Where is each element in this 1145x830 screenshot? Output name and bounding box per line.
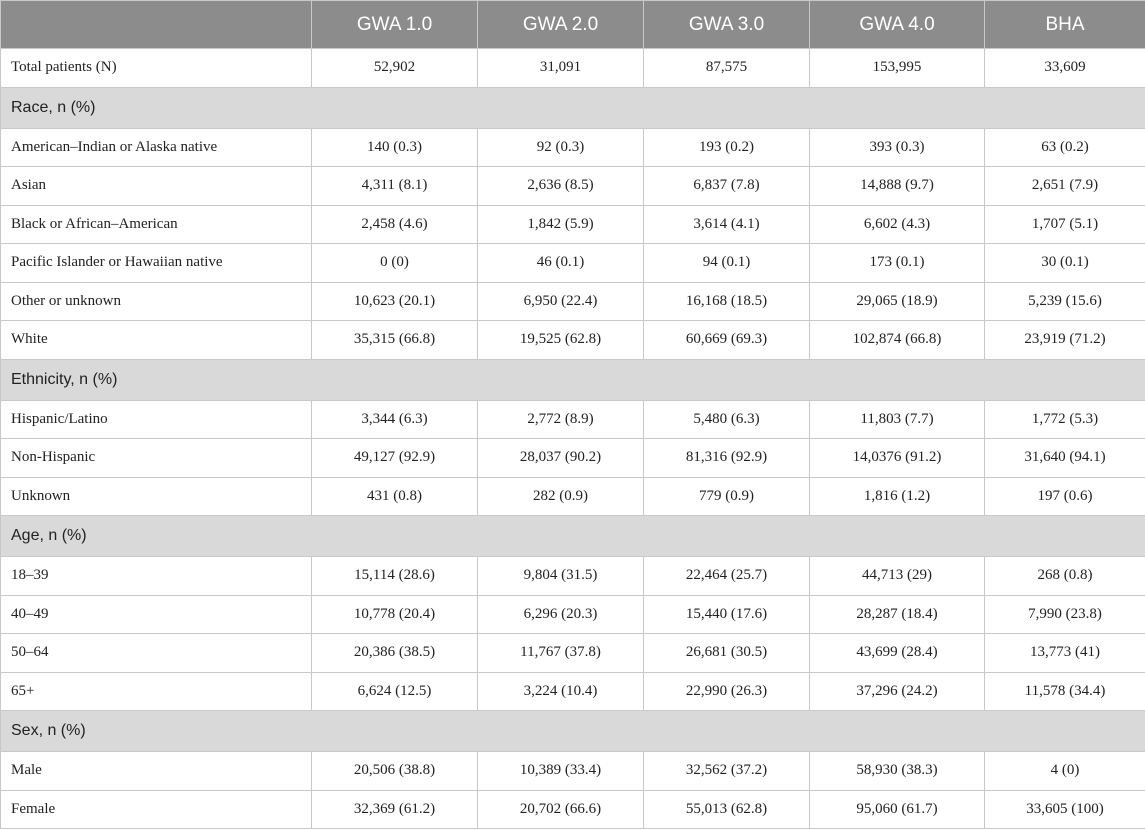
table-cell: 30 (0.1) — [985, 244, 1145, 283]
table-body — [1, 49, 1145, 829]
table-cell: 22,990 (26.3) — [644, 672, 810, 711]
row-label: Hispanic/Latino — [1, 400, 312, 439]
table-row — [1, 752, 1145, 791]
header-cell-label — [1, 1, 312, 49]
table-cell: 779 (0.9) — [644, 477, 810, 516]
table-cell: 15,114 (28.6) — [312, 557, 478, 596]
table-cell: 44,713 (29) — [810, 557, 985, 596]
table-cell: 1,707 (5.1) — [985, 205, 1145, 244]
table-cell: 6,602 (4.3) — [810, 205, 985, 244]
table-cell: 29,065 (18.9) — [810, 282, 985, 321]
row-label: Asian — [1, 167, 312, 206]
table-cell: 28,037 (90.2) — [478, 439, 644, 478]
header-cell-gwa-4: GWA 4.0 — [810, 1, 985, 49]
table-header — [1, 1, 1145, 49]
table-cell: 20,386 (38.5) — [312, 634, 478, 673]
table-cell: 28,287 (18.4) — [810, 595, 985, 634]
header-cell-gwa-2: GWA 2.0 — [478, 1, 644, 49]
table-cell: 22,464 (25.7) — [644, 557, 810, 596]
table-cell: 31,091 — [478, 49, 644, 88]
row-label: Total patients (N) — [1, 49, 312, 88]
header-row — [1, 1, 1145, 49]
table-row — [1, 244, 1145, 283]
table-cell: 9,804 (31.5) — [478, 557, 644, 596]
table-row — [1, 477, 1145, 516]
table-cell: 46 (0.1) — [478, 244, 644, 283]
table-cell: 5,239 (15.6) — [985, 282, 1145, 321]
table-cell: 60,669 (69.3) — [644, 321, 810, 360]
table-cell: 6,624 (12.5) — [312, 672, 478, 711]
section-header-row — [1, 711, 1145, 752]
table-row — [1, 595, 1145, 634]
table-cell: 1,772 (5.3) — [985, 400, 1145, 439]
table-row — [1, 672, 1145, 711]
row-label: 40–49 — [1, 595, 312, 634]
table-cell: 14,888 (9.7) — [810, 167, 985, 206]
table-cell: 52,902 — [312, 49, 478, 88]
row-label: Female — [1, 790, 312, 829]
table-row — [1, 49, 1145, 88]
table-cell: 32,369 (61.2) — [312, 790, 478, 829]
table-cell: 6,837 (7.8) — [644, 167, 810, 206]
table-row — [1, 205, 1145, 244]
row-label: American–Indian or Alaska native — [1, 128, 312, 167]
table-row — [1, 321, 1145, 360]
section-header-label: Ethnicity, n (%) — [1, 359, 1145, 400]
table-cell: 197 (0.6) — [985, 477, 1145, 516]
table-cell: 19,525 (62.8) — [478, 321, 644, 360]
table-cell: 0 (0) — [312, 244, 478, 283]
table-cell: 14,0376 (91.2) — [810, 439, 985, 478]
table-cell: 55,013 (62.8) — [644, 790, 810, 829]
row-label: Male — [1, 752, 312, 791]
table-cell: 20,702 (66.6) — [478, 790, 644, 829]
table-cell: 11,578 (34.4) — [985, 672, 1145, 711]
row-label: White — [1, 321, 312, 360]
table-cell: 33,605 (100) — [985, 790, 1145, 829]
table-cell: 23,919 (71.2) — [985, 321, 1145, 360]
row-label: Unknown — [1, 477, 312, 516]
table-cell: 94 (0.1) — [644, 244, 810, 283]
table-cell: 20,506 (38.8) — [312, 752, 478, 791]
table-cell: 11,803 (7.7) — [810, 400, 985, 439]
table-cell: 3,224 (10.4) — [478, 672, 644, 711]
table-cell: 10,778 (20.4) — [312, 595, 478, 634]
header-cell-gwa-3: GWA 3.0 — [644, 1, 810, 49]
table-cell: 87,575 — [644, 49, 810, 88]
table-cell: 2,636 (8.5) — [478, 167, 644, 206]
table-cell: 63 (0.2) — [985, 128, 1145, 167]
table-cell: 10,623 (20.1) — [312, 282, 478, 321]
table-row — [1, 557, 1145, 596]
table-cell: 43,699 (28.4) — [810, 634, 985, 673]
table-cell: 26,681 (30.5) — [644, 634, 810, 673]
table-cell: 1,816 (1.2) — [810, 477, 985, 516]
table-cell: 282 (0.9) — [478, 477, 644, 516]
table-cell: 268 (0.8) — [985, 557, 1145, 596]
table-cell: 7,990 (23.8) — [985, 595, 1145, 634]
section-header-row — [1, 516, 1145, 557]
section-header-label: Sex, n (%) — [1, 711, 1145, 752]
table-cell: 31,640 (94.1) — [985, 439, 1145, 478]
section-header-row — [1, 87, 1145, 128]
table-cell: 13,773 (41) — [985, 634, 1145, 673]
table-row — [1, 790, 1145, 829]
table-cell: 2,772 (8.9) — [478, 400, 644, 439]
section-header-row — [1, 359, 1145, 400]
row-label: Black or African–American — [1, 205, 312, 244]
table-cell: 49,127 (92.9) — [312, 439, 478, 478]
row-label: Other or unknown — [1, 282, 312, 321]
row-label: 50–64 — [1, 634, 312, 673]
table-cell: 5,480 (6.3) — [644, 400, 810, 439]
table-cell: 1,842 (5.9) — [478, 205, 644, 244]
table-row — [1, 282, 1145, 321]
table-cell: 35,315 (66.8) — [312, 321, 478, 360]
section-header-label: Age, n (%) — [1, 516, 1145, 557]
table-cell: 4,311 (8.1) — [312, 167, 478, 206]
header-cell-bha: BHA — [985, 1, 1145, 49]
table-cell: 393 (0.3) — [810, 128, 985, 167]
row-label: 18–39 — [1, 557, 312, 596]
row-label: Pacific Islander or Hawaiian native — [1, 244, 312, 283]
table-cell: 6,296 (20.3) — [478, 595, 644, 634]
table-cell: 95,060 (61.7) — [810, 790, 985, 829]
table-row — [1, 439, 1145, 478]
table-cell: 6,950 (22.4) — [478, 282, 644, 321]
table-cell: 16,168 (18.5) — [644, 282, 810, 321]
header-cell-gwa-1: GWA 1.0 — [312, 1, 478, 49]
table-cell: 102,874 (66.8) — [810, 321, 985, 360]
table-cell: 431 (0.8) — [312, 477, 478, 516]
section-header-label: Race, n (%) — [1, 87, 1145, 128]
row-label: 65+ — [1, 672, 312, 711]
table-cell: 81,316 (92.9) — [644, 439, 810, 478]
table-cell: 3,344 (6.3) — [312, 400, 478, 439]
table-cell: 37,296 (24.2) — [810, 672, 985, 711]
table-cell: 3,614 (4.1) — [644, 205, 810, 244]
table-cell: 140 (0.3) — [312, 128, 478, 167]
table-cell: 4 (0) — [985, 752, 1145, 791]
table-row — [1, 634, 1145, 673]
table-cell: 15,440 (17.6) — [644, 595, 810, 634]
table-cell: 2,458 (4.6) — [312, 205, 478, 244]
table-cell: 92 (0.3) — [478, 128, 644, 167]
table-cell: 11,767 (37.8) — [478, 634, 644, 673]
table-cell: 193 (0.2) — [644, 128, 810, 167]
table-cell: 32,562 (37.2) — [644, 752, 810, 791]
table-cell: 2,651 (7.9) — [985, 167, 1145, 206]
table-cell: 10,389 (33.4) — [478, 752, 644, 791]
row-label: Non-Hispanic — [1, 439, 312, 478]
table-cell: 153,995 — [810, 49, 985, 88]
table-row — [1, 400, 1145, 439]
table-row — [1, 128, 1145, 167]
table-cell: 58,930 (38.3) — [810, 752, 985, 791]
table-cell: 33,609 — [985, 49, 1145, 88]
table-row — [1, 167, 1145, 206]
table-cell: 173 (0.1) — [810, 244, 985, 283]
